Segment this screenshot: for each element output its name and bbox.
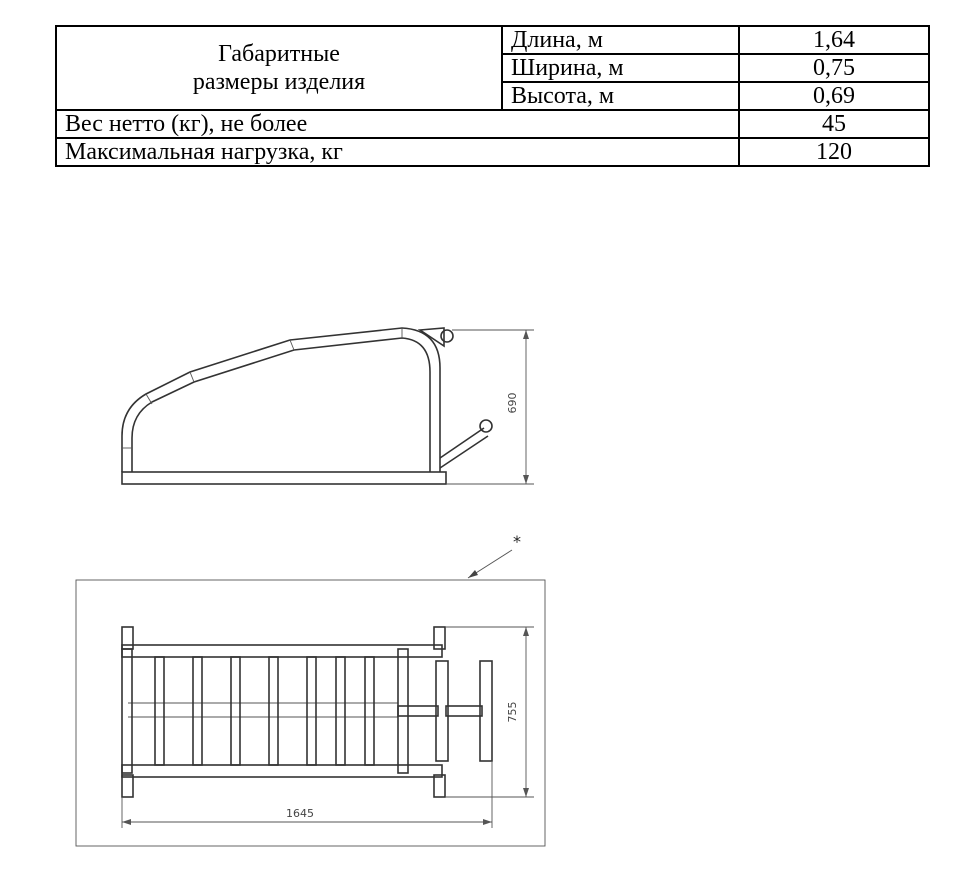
rung (307, 657, 316, 765)
handle-crossbar (398, 706, 438, 716)
side-view-top-ring (441, 330, 453, 342)
width-dimension-label: 755 (506, 701, 519, 723)
rung (155, 657, 164, 765)
dimensions-label-line1: Габаритные (218, 41, 340, 67)
end-right (398, 649, 408, 773)
dimensions-label-line2: размеры изделия (192, 69, 366, 95)
height-value: 0,69 (739, 82, 929, 110)
side-view-top-tube-inner (132, 338, 430, 472)
length-value: 1,64 (739, 26, 929, 54)
length-dimension-label: 1645 (286, 807, 314, 820)
width-label: Ширина, м (502, 54, 739, 82)
rung (336, 657, 345, 765)
side-view-top-tube-outer (122, 328, 440, 472)
height-label: Высота, м (502, 82, 739, 110)
rung (365, 657, 374, 765)
max-load-value: 120 (739, 138, 929, 166)
side-view-joints (122, 328, 402, 448)
plate-bottom-left (122, 775, 133, 797)
rail-bottom (122, 765, 442, 777)
side-view-base (122, 472, 446, 484)
callout-mark: * (513, 532, 521, 551)
rungs (155, 657, 374, 765)
height-dimension-label: 690 (506, 392, 519, 414)
top-view (76, 580, 545, 846)
rung (269, 657, 278, 765)
length-label: Длина, м (502, 26, 739, 54)
side-view (122, 328, 534, 484)
weight-value: 45 (739, 110, 929, 138)
weight-label: Вес нетто (кг), не более (56, 110, 739, 138)
end-left (122, 649, 132, 773)
rail-top (122, 645, 442, 657)
rung (231, 657, 240, 765)
plate-bottom-right (434, 775, 445, 797)
handle-stem (446, 706, 482, 716)
width-value: 0,75 (739, 54, 929, 82)
rung (193, 657, 202, 765)
side-view-foot-ring (480, 420, 492, 432)
max-load-label: Максимальная нагрузка, кг (56, 138, 739, 166)
callout-arrow (468, 570, 478, 578)
callout (468, 532, 521, 578)
